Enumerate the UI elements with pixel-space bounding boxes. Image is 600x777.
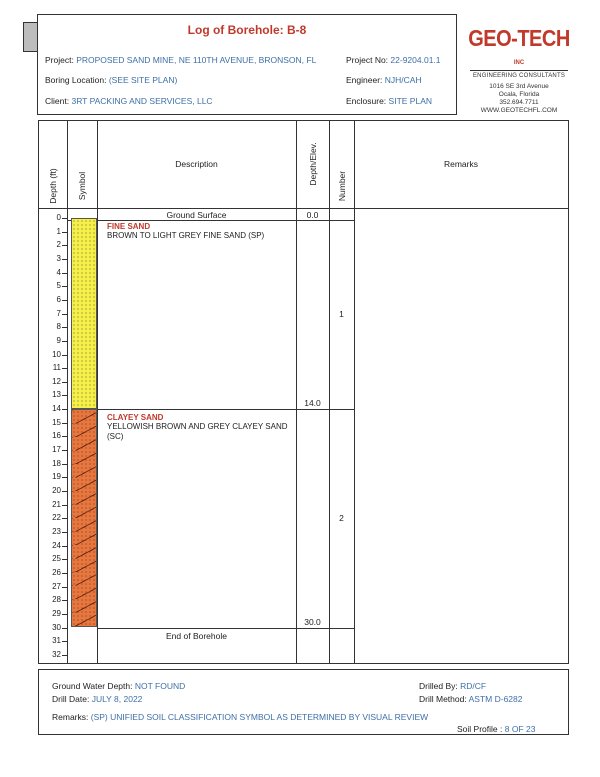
logo-suffix: INC bbox=[513, 60, 525, 66]
depth-tick-mark bbox=[62, 436, 67, 437]
column-header-symbol: Symbol bbox=[77, 171, 87, 201]
ground-water-line bbox=[52, 681, 185, 691]
end-of-borehole-label: End of Borehole bbox=[166, 630, 227, 641]
depth-tick-label: 12 bbox=[52, 376, 61, 386]
depth-tick-mark bbox=[62, 600, 67, 601]
engineer-value: NJH/CAH bbox=[384, 75, 422, 85]
header-box bbox=[37, 14, 457, 115]
engineer-label: Engineer: bbox=[346, 75, 383, 85]
depth-tick-label: 8 bbox=[56, 322, 61, 332]
boring-location-value: (SEE SITE PLAN) bbox=[108, 75, 178, 85]
soil-profile-value: 8 OF 23 bbox=[504, 724, 536, 734]
depth-tick-label: 6 bbox=[56, 294, 61, 304]
boring-location-line bbox=[45, 75, 177, 85]
column-header-number: Number bbox=[337, 170, 347, 202]
depth-tick-label: 25 bbox=[52, 554, 61, 564]
depth-tick-label: 26 bbox=[52, 567, 61, 577]
soil-profile-label: Soil Profile : bbox=[457, 724, 503, 734]
drill-date-value: JULY 8, 2022 bbox=[91, 694, 143, 704]
corner-marker bbox=[23, 22, 38, 52]
borehole-log-table bbox=[38, 120, 569, 664]
depth-tick-mark bbox=[62, 300, 67, 301]
address-line-1: 1016 SE 3rd Avenue bbox=[489, 83, 549, 90]
depth-tick-label: 1 bbox=[56, 226, 61, 236]
enclosure-label: Enclosure: bbox=[346, 96, 387, 106]
depth-tick-label: 27 bbox=[52, 581, 61, 591]
logo-subtitle: ENGINEERING CONSULTANTS bbox=[470, 70, 568, 79]
project-value: PROPOSED SAND MINE, NE 110TH AVENUE, BRONSON, FL bbox=[76, 55, 317, 65]
depth-tick-label: 10 bbox=[52, 349, 61, 359]
column-header-description: Description bbox=[175, 159, 218, 169]
depth-tick-mark bbox=[62, 355, 67, 356]
depth-tick-label: 22 bbox=[52, 513, 61, 523]
depth-tick-label: 32 bbox=[52, 649, 61, 659]
project-no-line bbox=[346, 55, 441, 65]
depth-tick-mark bbox=[62, 546, 67, 547]
depth-tick-mark bbox=[62, 559, 67, 560]
depth-tick-label: 19 bbox=[52, 472, 61, 482]
remarks-line bbox=[52, 712, 428, 722]
depth-tick-mark bbox=[62, 628, 67, 629]
depth-tick-mark bbox=[62, 464, 67, 465]
depth-tick-mark bbox=[62, 573, 67, 574]
depth-tick-label: 31 bbox=[52, 636, 61, 646]
depth-tick-label: 14 bbox=[52, 404, 61, 414]
depth-tick-label: 9 bbox=[56, 335, 61, 345]
drill-date-line bbox=[52, 694, 142, 704]
depth-tick-mark bbox=[62, 327, 67, 328]
depth-tick-label: 20 bbox=[52, 486, 61, 495]
company-address bbox=[464, 83, 574, 115]
logo-name: GEO-TECH bbox=[468, 26, 570, 52]
depth-tick-label: 16 bbox=[52, 431, 61, 441]
footer-box bbox=[38, 669, 569, 735]
remarks-label: Remarks: bbox=[52, 712, 89, 722]
ground-water-value: NOT FOUND bbox=[134, 681, 186, 691]
address-line-2: Ocala, Florida bbox=[498, 91, 540, 98]
drill-method-label: Drill Method: bbox=[419, 694, 467, 704]
column-header-depth-elev: Depth/Elev. bbox=[308, 142, 318, 186]
drill-method-value: ASTM D-6282 bbox=[468, 694, 523, 704]
depth-tick-mark bbox=[62, 245, 67, 246]
ground-surface-depth: 0.0 bbox=[306, 210, 319, 220]
depth-tick-label: 4 bbox=[56, 267, 61, 277]
depth-tick-label: 30 bbox=[52, 622, 61, 632]
depth-tick-label: 0 bbox=[56, 213, 61, 222]
ground-surface-label: Ground Surface bbox=[166, 210, 227, 220]
company-website: WWW.GEOTECHFL.COM bbox=[480, 107, 558, 114]
client-value: 3RT PACKING AND SERVICES, LLC bbox=[71, 96, 213, 106]
depth-tick-mark bbox=[62, 587, 67, 588]
project-line bbox=[45, 55, 316, 65]
layer-bottom-depth: 30.0 bbox=[304, 616, 321, 627]
ground-surface-line-description bbox=[97, 220, 296, 221]
client-line bbox=[45, 96, 213, 106]
depth-tick-label: 21 bbox=[52, 499, 61, 509]
depth-tick-mark bbox=[62, 423, 67, 424]
layer-boundary-line bbox=[329, 409, 354, 410]
depth-tick-mark bbox=[62, 491, 67, 492]
company-logo bbox=[464, 28, 574, 115]
layer-name: CLAYEY SAND bbox=[107, 413, 164, 423]
column-header-depth: Depth (ft) bbox=[48, 168, 58, 204]
sample-number: 1 bbox=[339, 308, 344, 319]
depth-tick-mark bbox=[62, 450, 67, 451]
drill-date-label: Drill Date: bbox=[52, 694, 90, 704]
depth-tick-mark bbox=[62, 395, 67, 396]
depth-tick-mark bbox=[62, 273, 67, 274]
depth-tick-label: 7 bbox=[56, 308, 61, 318]
drill-method-line bbox=[419, 694, 522, 704]
depth-tick-mark bbox=[62, 505, 67, 506]
depth-tick-label: 17 bbox=[52, 445, 61, 455]
layer-description: BROWN TO LIGHT GREY FINE SAND (SP) bbox=[107, 231, 265, 240]
depth-tick-label: 29 bbox=[52, 608, 61, 618]
depth-tick-label: 5 bbox=[56, 281, 61, 291]
drilled-by-line bbox=[419, 681, 486, 691]
project-no-label: Project No: bbox=[346, 55, 389, 65]
depth-tick-label: 18 bbox=[52, 458, 61, 468]
layer-boundary-line bbox=[296, 628, 329, 629]
divider-description-depth bbox=[296, 121, 297, 664]
depth-tick-mark bbox=[62, 409, 67, 410]
divider-symbol-description bbox=[97, 121, 98, 664]
remarks-value: (SP) UNIFIED SOIL CLASSIFICATION SYMBOL AS DETERMINED BY VISUAL REVIEW bbox=[90, 712, 429, 722]
divider-depth-symbol bbox=[67, 121, 68, 664]
drilled-by-value: RD/CF bbox=[460, 681, 487, 691]
depth-tick-mark bbox=[62, 259, 67, 260]
depth-tick-mark bbox=[62, 232, 67, 233]
layer-name: FINE SAND bbox=[107, 222, 151, 231]
depth-tick-mark bbox=[62, 641, 67, 642]
ground-water-label: Ground Water Depth: bbox=[52, 681, 133, 691]
enclosure-value: SITE PLAN bbox=[388, 96, 433, 106]
layer-boundary-line bbox=[97, 409, 296, 410]
depth-tick-label: 24 bbox=[52, 540, 61, 550]
depth-tick-mark bbox=[62, 286, 67, 287]
soil-symbol-clayey-sand bbox=[71, 409, 97, 627]
project-no-value: 22-9204.01.1 bbox=[390, 55, 441, 65]
client-label: Client: bbox=[45, 96, 70, 106]
depth-tick-label: 13 bbox=[52, 390, 61, 400]
depth-tick-mark bbox=[62, 532, 67, 533]
layer-boundary-line bbox=[97, 628, 296, 629]
depth-tick-label: 2 bbox=[56, 240, 61, 250]
divider-number-remarks bbox=[354, 121, 355, 664]
depth-tick-label: 3 bbox=[56, 253, 61, 263]
engineer-line bbox=[346, 75, 422, 85]
soil-symbol-fine-sand bbox=[71, 218, 97, 409]
depth-tick-mark bbox=[62, 368, 67, 369]
depth-tick-mark bbox=[62, 218, 67, 219]
depth-tick-label: 23 bbox=[52, 526, 61, 536]
layer-boundary-line bbox=[329, 628, 354, 629]
layer-boundary-line bbox=[296, 409, 329, 410]
ground-surface-line-depth bbox=[296, 220, 329, 221]
layer-description: YELLOWISH BROWN AND GREY CLAYEY SAND (SC) bbox=[107, 422, 288, 441]
depth-tick-mark bbox=[62, 341, 67, 342]
drilled-by-label: Drilled By: bbox=[419, 681, 458, 691]
header-row-divider bbox=[39, 208, 568, 209]
column-header-remarks: Remarks bbox=[443, 159, 478, 169]
company-phone: 352.694.7711 bbox=[499, 99, 539, 106]
depth-tick-label: 28 bbox=[52, 595, 61, 605]
depth-tick-label: 11 bbox=[52, 363, 61, 373]
depth-tick-label: 15 bbox=[52, 417, 61, 427]
divider-depth-number bbox=[329, 121, 330, 664]
depth-tick-mark bbox=[62, 477, 67, 478]
ground-surface-line-number bbox=[329, 220, 354, 221]
layer-bottom-depth: 14.0 bbox=[304, 398, 321, 409]
depth-tick-mark bbox=[62, 314, 67, 315]
boring-location-label: Boring Location: bbox=[45, 75, 107, 85]
depth-tick-mark bbox=[62, 655, 67, 656]
depth-tick-mark bbox=[62, 614, 67, 615]
depth-tick-mark bbox=[62, 518, 67, 519]
enclosure-line bbox=[346, 96, 432, 106]
soil-profile-line bbox=[457, 724, 535, 734]
sample-number: 2 bbox=[339, 513, 344, 524]
borehole-title: Log of Borehole: B-8 bbox=[187, 23, 307, 37]
depth-tick-mark bbox=[62, 382, 67, 383]
project-label: Project: bbox=[45, 55, 74, 65]
